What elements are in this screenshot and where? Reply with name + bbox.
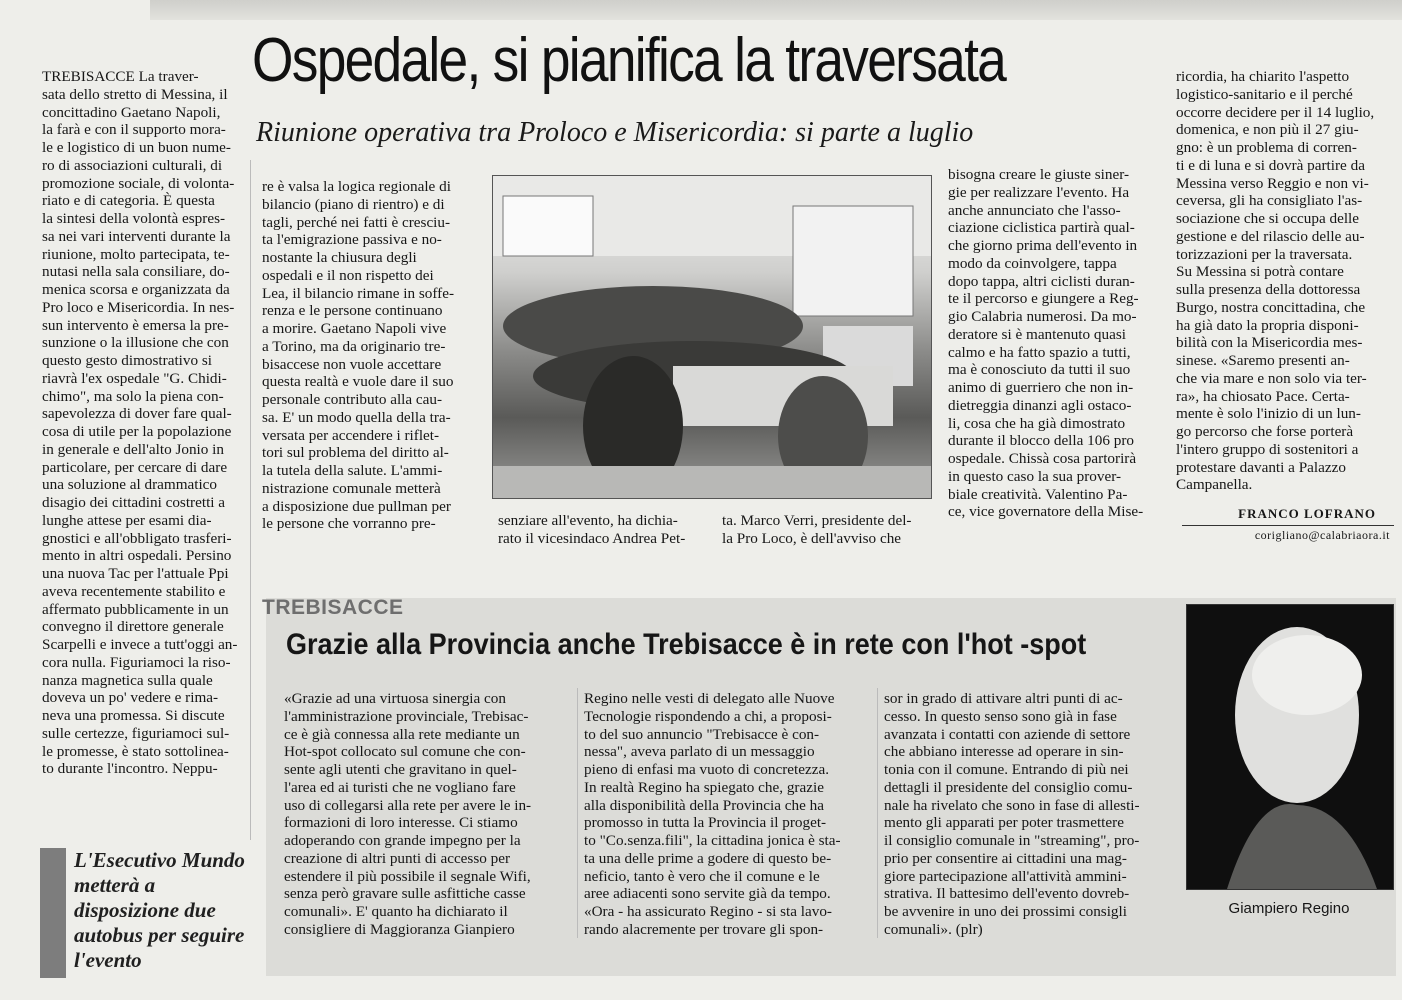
text-line: bilancio (piano di rientro) e di	[262, 195, 445, 213]
text-line: logistico-sanitario e il perché	[1176, 85, 1353, 103]
text-line: uso di collegarsi alla rete per avere le in-	[284, 796, 532, 814]
text-line: Pro loco e Misericordia. In nes-	[42, 298, 235, 316]
text-line: dopo tappa, altri ciclisti duran-	[948, 272, 1135, 290]
text-line: te il percorso e giungere a Reg-	[948, 290, 1139, 308]
article-column-2	[262, 178, 484, 533]
text-line: la farà e con il supporto mora-	[42, 121, 226, 139]
portrait-photo	[1186, 604, 1394, 890]
text-line: Su Messina si potrà contare	[1176, 263, 1344, 281]
text-line: senza però gravare sulle asfittiche casse	[284, 885, 526, 903]
text-line: ro di associazioni culturali, di	[42, 156, 223, 174]
text-line: ta una delle prime a godere di questo be-	[584, 849, 832, 867]
article-column-6	[1176, 68, 1398, 494]
text-line: convegno il direttore generale	[42, 618, 224, 636]
text-line: comunali». (plr)	[884, 920, 983, 938]
text-line: comunali». E' quanto ha dichiarato il	[284, 903, 508, 920]
text-line: neva una promessa. Si discute	[42, 707, 225, 724]
text-line: una soluzione al drammatico	[42, 476, 218, 494]
text-line: a Torino, ma da originario tre-	[262, 337, 446, 355]
text-line: in questo caso la sua prover-	[948, 467, 1122, 485]
text-line: doveva un po' vedere e rima-	[42, 689, 219, 707]
text-line: sa nei vari interventi durante la	[42, 227, 231, 245]
text-line: TREBISACCE La traver-	[42, 68, 199, 85]
column-divider	[577, 688, 578, 938]
text-line: che via mare e non solo via ter-	[1176, 369, 1367, 387]
text-line: consigliere di Maggioranza Gianpiero	[284, 920, 515, 938]
text-line: ciazione ciclistica partirà qual-	[948, 219, 1135, 237]
text-line: ospedali e il non rispetto dei	[262, 266, 434, 284]
text-line: sociazione che si occupa delle	[1176, 210, 1360, 227]
text-line: cesso. In questo senso sono già in fase	[884, 707, 1117, 725]
text-line: domenica, e non più il 27 giu-	[1176, 121, 1359, 139]
text-line: che giorno prima dell'evento in	[948, 237, 1138, 254]
text-line: sapevolezza di dover fare qual-	[42, 405, 232, 423]
text-line: rando alacremente per trovare gli spon-	[584, 920, 824, 938]
text-line: nanza magnetica sulla quale	[42, 671, 213, 689]
text-line: che abbiano interesse ad operare in sin-	[884, 743, 1124, 761]
text-line: alla disponibilità della Provincia che ha	[584, 796, 824, 814]
text-line: li, cosa che ha già dimostrato	[948, 414, 1126, 432]
text-line: disagio dei cittadini costretti a	[42, 494, 226, 511]
text-line: be avvenire in uno dei prossimi consigli	[884, 903, 1127, 920]
byline-rule	[1182, 525, 1394, 526]
text-line: Burgo, nostra concittadina, che	[1176, 298, 1366, 316]
text-line: durante il blocco della 106 pro	[948, 432, 1134, 450]
text-line: questo gesto dimostrativo si	[42, 352, 213, 369]
article-headline: Ospedale, si pianifica la traversata	[252, 26, 1006, 95]
text-line: gestione e del rilascio delle au-	[1176, 227, 1365, 245]
text-line: avanzata i contatti con aziende di settore	[884, 725, 1131, 743]
text-line: calmo e ha fatto spazio a tutti,	[948, 343, 1131, 361]
text-line: sa. E' un modo quella della tra-	[262, 408, 451, 426]
meeting-photo	[492, 175, 932, 499]
text-line: nutasi nella sala consiliare, do-	[42, 263, 230, 281]
text-line: concittadino Gaetano Napoli,	[42, 103, 221, 121]
text-line: la sintesi della volontà espres-	[42, 210, 226, 227]
text-line: senziare all'evento, ha dichia-	[498, 512, 678, 529]
text-line: ma è conosciuto da tutti il suo	[948, 361, 1131, 379]
text-line: go percorso che forse porterà	[1176, 423, 1354, 440]
text-line: le promesse, è stato sottolinea-	[42, 742, 229, 760]
text-line: dettagli il presidente del consiglio comu-	[884, 778, 1133, 796]
text-line: questa realtà e vuole dare il suo	[262, 373, 454, 391]
text-line: animo di guerriero che non in-	[948, 379, 1134, 396]
text-line: ti e di luna e si dovrà partire da	[1176, 156, 1365, 174]
article-column-1	[42, 68, 242, 778]
text-line: dietreggia dinanzi agli ostaco-	[948, 396, 1132, 414]
meeting-photo-image	[493, 176, 931, 498]
text-line: promozione sociale, di volonta-	[42, 174, 235, 192]
text-line: l'intero gruppo di sostenitori a	[1176, 440, 1359, 458]
text-line: le e logistico di un buon nume-	[42, 139, 231, 156]
text-line: Scarpelli e invece a tutt'oggi an-	[42, 636, 238, 653]
text-line: bisogna creare le giuste siner-	[948, 166, 1130, 183]
text-line: ricordia, ha chiarito l'aspetto	[1176, 68, 1350, 85]
text-line: creazione di altri punti di accesso per	[284, 849, 511, 867]
text-line: tori sul problema del diritto al-	[262, 444, 449, 462]
text-line: tonia con il comune. Entrando di più nei	[884, 761, 1129, 778]
text-line: lunghe attese per esami dia-	[42, 511, 212, 529]
text-line: adoperando con grande impegno per la	[284, 832, 521, 849]
text-line: renza e le persone continuano	[262, 302, 443, 320]
text-line: mente è solo l'inizio di un lun-	[1176, 405, 1361, 423]
text-line: protestare davanti a Palazzo	[1176, 458, 1346, 476]
text-line: giore partecipazione all'attività ammini-	[884, 867, 1127, 885]
text-line: ce è già connessa alla rete mediante un	[284, 725, 520, 743]
text-line: personale contributo alla cau-	[262, 391, 443, 408]
text-line: sulle certezze, figuriamoci sul-	[42, 724, 230, 742]
text-line: nale ha rivelato che sono in fase di allesti-	[884, 796, 1140, 814]
text-line: In realtà Regino ha spiegato che, grazie	[584, 778, 824, 796]
text-line: to "Co.senza.fili", la cittadina jonica è sta-	[584, 832, 841, 849]
article-column-5	[948, 166, 1170, 521]
text-line: to durante l'incontro. Neppu-	[42, 760, 218, 778]
text-line: prio per consentire ai cittadini una mag-	[884, 849, 1127, 867]
text-line: chimo", ma solo la piena con-	[42, 387, 224, 405]
text-line: torizzazioni per la traversata.	[1176, 245, 1353, 263]
text-line: tagli, perché nei fatti è cresciu-	[262, 213, 451, 231]
previous-page-strip	[150, 0, 1402, 20]
text-line: rato il vicesindaco Andrea Pet-	[498, 529, 686, 547]
text-line: cosa di utile per la popolazione	[42, 423, 232, 440]
text-line: gio Calabria numerosi. Da mo-	[948, 308, 1137, 325]
text-line: l'area ed ai turisti che ne vogliano fare	[284, 778, 516, 796]
text-line: re è valsa la logica regionale di	[262, 178, 451, 195]
text-line: sun intervento è emersa la pre-	[42, 316, 229, 334]
text-line: estendere il più possibile il segnale Wifi,	[284, 867, 531, 885]
text-line: «Ora - ha assicurato Regino - si sta lavo-	[584, 903, 832, 920]
text-line: in generale e dell'alto Jonio in	[42, 440, 224, 458]
text-line: l'amministrazione provinciale, Trebisac-	[284, 707, 529, 725]
text-line: versata per accendere i riflet-	[262, 426, 440, 444]
text-line: mento in altri ospedali. Persino	[42, 547, 232, 565]
secondary-kicker: TREBISACCE	[262, 596, 404, 619]
text-line: pieno di enfasi ma vuoto di concretezza.	[584, 761, 830, 778]
text-line: sente agli utenti che gravitano in quel-	[284, 761, 517, 778]
text-line: Lea, il bilancio rimane in soffe-	[262, 284, 455, 302]
text-line: anche annunciato che l'asso-	[948, 201, 1121, 219]
text-line: ta l'emigrazione passiva e no-	[262, 231, 442, 249]
text-line: sinese. «Saremo presenti an-	[1176, 352, 1350, 369]
portrait-image	[1187, 605, 1393, 889]
text-line: sor in grado di attivare altri punti di ac-	[884, 690, 1123, 707]
text-line: a morire. Gaetano Napoli vive	[262, 320, 447, 337]
text-line: riavrà l'ex ospedale "G. Chidi-	[42, 369, 227, 387]
text-line: nostante la chiusura degli	[262, 249, 417, 266]
pullquote: L'Esecutivo Mundo metterà a disposizione due autobus per seguire l'evento	[74, 848, 245, 972]
text-line: sata dello stretto di Messina, il	[42, 85, 228, 103]
secondary-column-1	[284, 690, 574, 939]
text-line: to del suo annuncio "Trebisacce è con-	[584, 725, 820, 743]
article-column-3	[498, 512, 698, 548]
text-line: ra», ha chiosato Pace. Certa-	[1176, 387, 1350, 405]
column-divider	[877, 688, 878, 938]
secondary-column-3	[884, 690, 1176, 939]
byline: FRANCO LOFRANO	[1238, 506, 1376, 521]
text-line: la Pro Loco, è dell'avviso che	[722, 529, 902, 547]
text-line: modo da coinvolgere, tappa	[948, 254, 1117, 272]
text-line: menica scorsa e organizzata da	[42, 281, 230, 298]
secondary-column-2	[584, 690, 874, 939]
text-line: Campanella.	[1176, 476, 1253, 494]
column-divider	[250, 160, 251, 840]
text-line: Regino nelle vesti di delegato alle Nuove	[584, 690, 835, 707]
text-line: promosso in tutta la Provincia il proget-	[584, 814, 827, 832]
text-line: sulla presenza della dottoressa	[1176, 281, 1361, 298]
text-line: formazioni di loro interesse. Ci stiamo	[284, 814, 518, 832]
secondary-headline: Grazie alla Provincia anche Trebisacce è in rete con l'hot -spot	[286, 628, 1087, 661]
text-line: aree adiacenti sono servite già da tempo.	[584, 885, 831, 903]
text-line: particolare, per cercare di dare	[42, 458, 228, 476]
text-line: ha già dato la propria disponi-	[1176, 316, 1359, 334]
text-line: Hot-spot collocato sul comune che con-	[284, 743, 526, 761]
article-subheadline: Riunione operativa tra Proloco e Misericordia: si parte a luglio	[256, 117, 974, 148]
text-line: cora nulla. Figuriamoci la riso-	[42, 653, 231, 671]
text-line: riato e di categoria. È questa	[42, 192, 215, 210]
text-line: una nuova Tac per l'attuale Ppi	[42, 565, 229, 582]
pullquote-bar	[40, 848, 66, 978]
text-line: il consiglio comunale in "streaming", pro-	[884, 832, 1140, 849]
text-line: «Grazie ad una virtuosa sinergia con	[284, 690, 506, 707]
portrait-caption: Giampiero Regino	[1228, 900, 1350, 917]
text-line: bilità con la Misericordia mes-	[1176, 334, 1363, 352]
text-line: occorre decidere per il 14 luglio,	[1176, 103, 1375, 121]
text-line: mento gli apparati per poter trasmettere	[884, 814, 1124, 832]
text-line: aveva recentemente stabilito e	[42, 582, 226, 600]
article-column-4	[722, 512, 932, 548]
text-line: a disposizione due pullman per	[262, 497, 451, 515]
text-line: gie per realizzare l'evento. Ha	[948, 183, 1130, 201]
text-line: nistrazione comunale metterà	[262, 479, 441, 497]
text-line: ce, vice governatore della Mise-	[948, 503, 1144, 521]
text-line: Tecnologie rispondendo a chi, a proposi-	[584, 707, 832, 725]
text-line: affermato pubblicamente in un	[42, 600, 229, 618]
text-line: neficio, tanto è vero che il comune e le	[584, 867, 820, 885]
text-line: nessa", aveva parlato di un messaggio	[584, 743, 815, 761]
text-line: ta. Marco Verri, presidente del-	[722, 512, 912, 529]
text-line: Messina verso Reggio e non vi-	[1176, 174, 1369, 192]
text-line: strativa. Il battesimo dell'evento dovreb-	[884, 885, 1130, 903]
text-line: bisaccese non vuole accettare	[262, 355, 442, 373]
author-email: corigliano@calabriaora.it	[1254, 528, 1390, 542]
text-line: riunione, molto partecipata, te-	[42, 245, 230, 263]
text-line: sunzione o la illusione che con	[42, 334, 229, 352]
text-line: deratore si è mantenuto quasi	[948, 325, 1126, 343]
text-line: ospedale. Chissà cosa partorirà	[948, 450, 1137, 467]
text-line: gno: è un problema di corren-	[1176, 139, 1357, 156]
text-line: biale creatività. Valentino Pa-	[948, 485, 1128, 503]
text-line: ceversa, gli ha consigliato l'as-	[1176, 192, 1363, 210]
text-line: gnostici e all'obbligato trasferi-	[42, 529, 232, 547]
text-line: la tutela della salute. L'ammi-	[262, 462, 443, 479]
text-line: le persone che vorranno pre-	[262, 515, 436, 533]
